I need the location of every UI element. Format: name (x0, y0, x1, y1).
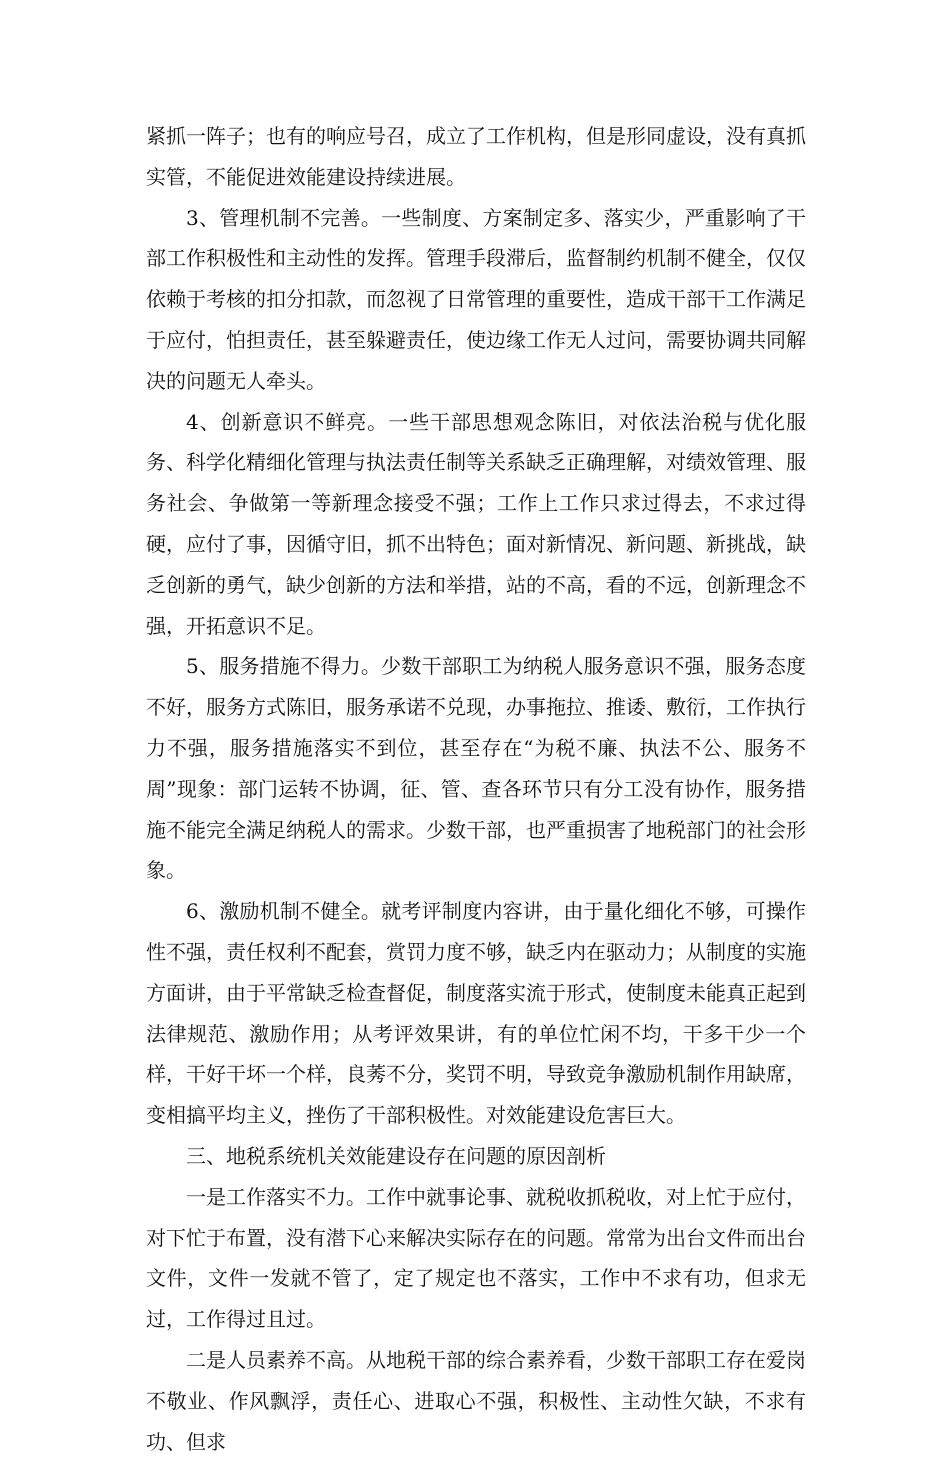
paragraph-continuation: 紧抓一阵子；也有的响应号召，成立了工作机构，但是形同虚设，没有真抓实管，不能促进效能建设持续进展。 (146, 124, 806, 189)
paragraph-management-mechanism: 3、管理机制不完善。一些制度、方案制定多、落实少，严重影响了干部工作积极性和主动性的发挥。管理手段滞后，监督制约机制不健全，仅仅依赖于考核的扣分扣款，而忽视了日常管理的重要性，造成干部干工作满足于应付，怕担责任，甚至躲避责任，使边缘工作无人过问，需要协调共同解决的问题无人牵头。 (146, 205, 806, 393)
paragraph-innovation-awareness: 4、创新意识不鲜亮。一些干部思想观念陈旧，对依法治税与优化服务、科学化精细化管理与执法责任制等关系缺乏正确理解，对绩效管理、服务社会、争做第一等新理念接受不强；工作上工作只求过得去，不求过得硬，应付了事，因循守旧，抓不出特色；面对新情况、新问题、新挑战，缺乏创新的勇气，缺少创新的方法和举措，站的不高，看的不远，创新理念不强，开拓意识不足。 (146, 409, 806, 638)
paragraph-staff-quality: 二是人员素养不高。从地税干部的综合素养看，少数干部职工存在爱岗不敬业、作风飘浮，责任心、进取心不强，积极性、主动性欠缺，不求有功、但求 (146, 1347, 806, 1454)
paragraph-work-implementation: 一是工作落实不力。工作中就事论事、就税收抓税收，对上忙于应付，对下忙于布置，没有潜下心来解决实际存在的问题。常常为出台文件而出台文件，文件一发就不管了，定了规定也不落实，工作中不求有功，但求无过，工作得过且过。 (146, 1184, 806, 1332)
document-body (146, 116, 806, 1462)
paragraph-service-measures: 5、服务措施不得力。少数干部职工为纳税人服务意识不强，服务态度不好，服务方式陈旧，服务承诺不兑现，办事拖拉、推诿、敷衍，工作执行力不强，服务措施落实不到位，甚至存在“为税不廉、执法不公、服务不周”现象：部门运转不协调，征、管、查各环节只有分工没有协作，服务措施不能完全满足纳税人的需求。少数干部，也严重损害了地税部门的社会形象。 (146, 654, 806, 883)
paragraph-incentive-mechanism: 6、激励机制不健全。就考评制度内容讲，由于量化细化不够，可操作性不强，责任权利不配套，赏罚力度不够，缺乏内在驱动力；从制度的实施方面讲，由于平常缺乏检查督促，制度落实流于形式，使制度未能真正起到法律规范、激励作用；从考评效果讲，有的单位忙闲不均，干多干少一个样，干好干坏一个样，良莠不分，奖罚不明，导致竞争激励机制作用缺席，变相搞平均主义，挫伤了干部积极性。对效能建设危害巨大。 (146, 899, 806, 1128)
section-heading-cause-analysis: 三、地税系统机关效能建设存在问题的原因剖析 (186, 1143, 606, 1168)
